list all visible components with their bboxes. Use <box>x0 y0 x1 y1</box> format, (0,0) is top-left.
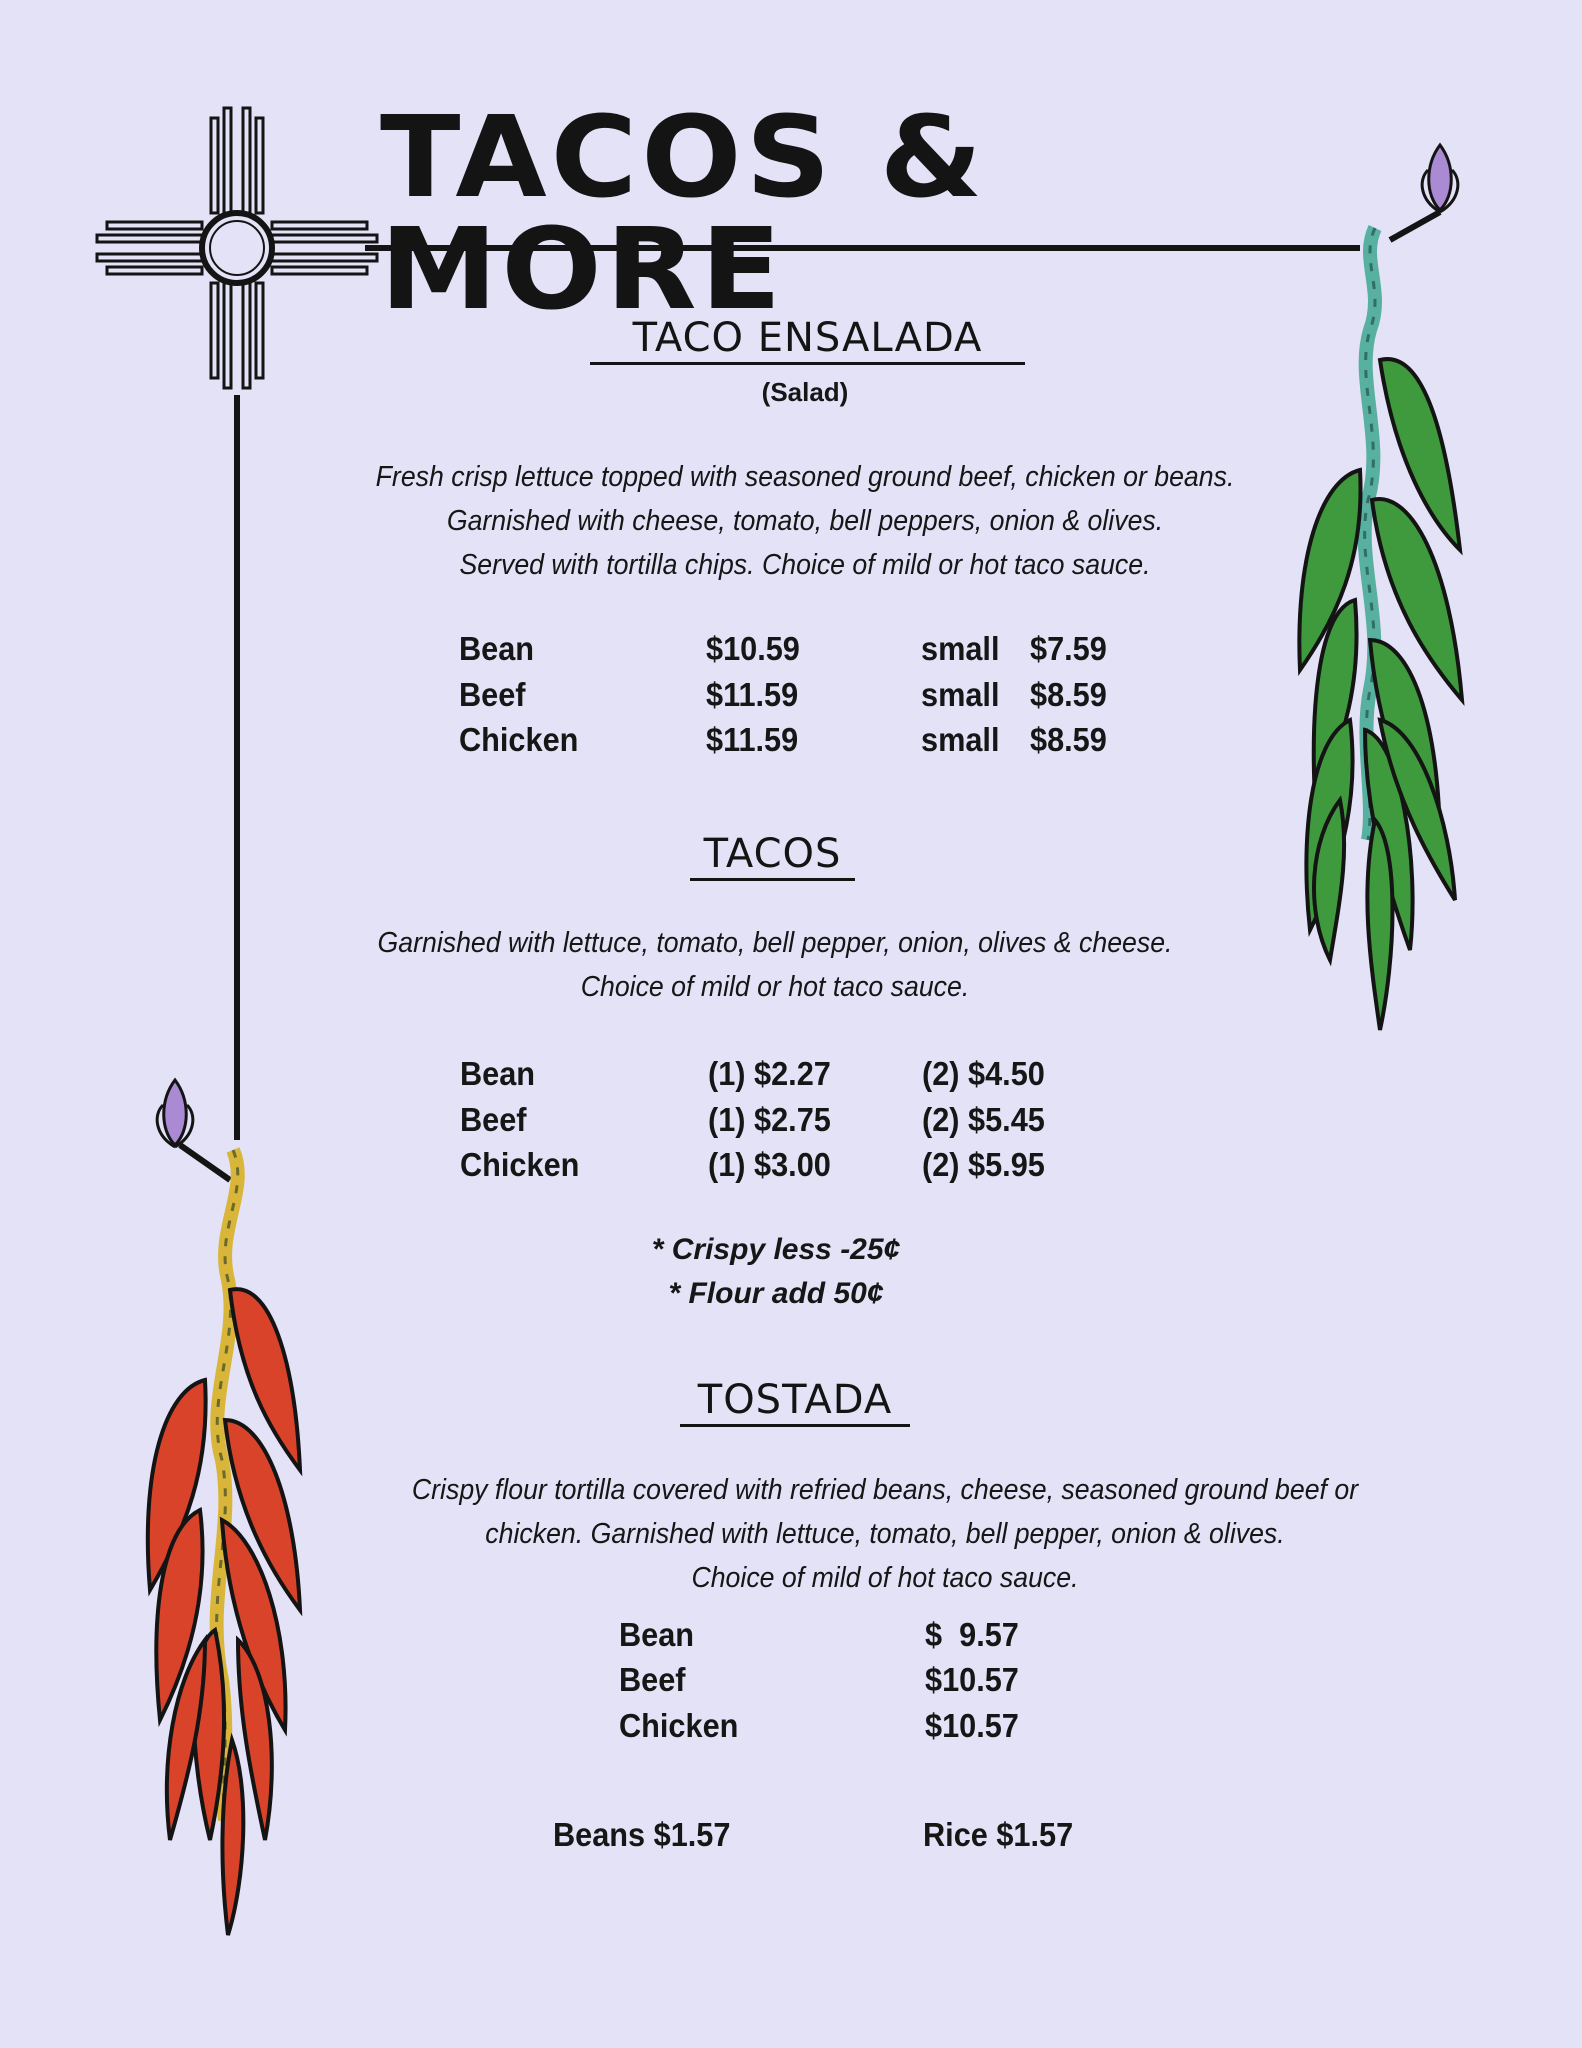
side-rice-price: Rice $1.57 <box>923 1816 1074 1853</box>
flower-icon-bottom-left <box>157 1080 230 1180</box>
menu-item-price: $10.57 <box>925 1661 1019 1698</box>
flour-note: * Flour add 50¢ <box>668 1277 884 1310</box>
tacos-description <box>246 921 1304 1009</box>
menu-item-name: Beef <box>619 1661 686 1698</box>
double-taco-price: (2) $4.50 <box>922 1055 1045 1092</box>
menu-item-name: Bean <box>460 1055 536 1092</box>
ensalada-subtitle: (Salad) <box>761 377 849 407</box>
crispy-note: * Crispy less -25¢ <box>651 1233 901 1266</box>
menu-item-name: Beef <box>460 1101 527 1138</box>
menu-item-price: $10.57 <box>925 1707 1019 1744</box>
side-beans-price: Beans $1.57 <box>553 1816 731 1853</box>
menu-item-name: Chicken <box>619 1707 739 1744</box>
section-heading-tostada: TOSTADA <box>680 1380 910 1427</box>
double-taco-price: (2) $5.45 <box>922 1101 1045 1138</box>
small-label: small <box>921 721 1000 758</box>
zia-sun-icon <box>97 108 377 388</box>
small-price: $8.59 <box>1030 721 1107 758</box>
menu-item-name: Bean <box>619 1616 695 1653</box>
ensalada-description <box>248 455 1361 587</box>
tostada-description <box>319 1468 1451 1600</box>
double-taco-price: (2) $5.95 <box>922 1146 1045 1183</box>
menu-item-name: Chicken <box>460 1146 580 1183</box>
taco-notes <box>576 1228 976 1316</box>
small-label: small <box>921 630 1000 667</box>
menu-item-name: Beef <box>459 676 526 713</box>
section-heading-ensalada: TACO ENSALADA <box>590 318 1025 365</box>
single-taco-price: (1) $2.27 <box>708 1055 831 1092</box>
menu-item-name: Bean <box>459 630 535 667</box>
single-taco-price: (1) $3.00 <box>708 1146 831 1183</box>
description-line: Crispy flour tortilla covered with refried beans, cheese, seasoned ground beef or <box>411 1474 1359 1506</box>
flower-icon-top-right <box>1390 145 1458 240</box>
menu-title: TACOS & MORE <box>380 91 987 335</box>
description-line: Garnished with cheese, tomato, bell peppers, onion & olives. <box>446 505 1164 537</box>
menu-item-price: $11.59 <box>706 721 799 758</box>
menu-item-name: Chicken <box>459 721 579 758</box>
menu-item-price: $11.59 <box>706 676 799 713</box>
description-line: Choice of mild of hot taco sauce. <box>691 1562 1079 1594</box>
small-price: $8.59 <box>1030 676 1107 713</box>
small-label: small <box>921 676 1000 713</box>
menu-item-price: $ 9.57 <box>925 1616 1019 1653</box>
small-price: $7.59 <box>1030 630 1107 667</box>
menu-item-price: $10.59 <box>706 630 800 667</box>
description-line: Choice of mild or hot taco sauce. <box>580 971 970 1003</box>
description-line: Garnished with lettuce, tomato, bell pepper, onion, olives & cheese. <box>377 927 1173 959</box>
section-heading-tacos: TACOS <box>690 834 855 881</box>
description-line: Served with tortilla chips. Choice of mild or hot taco sauce. <box>459 549 1151 581</box>
single-taco-price: (1) $2.75 <box>708 1101 831 1138</box>
description-line: Fresh crisp lettuce topped with seasoned ground beef, chicken or beans. <box>375 461 1235 493</box>
description-line: chicken. Garnished with lettuce, tomato, bell pepper, onion & olives. <box>485 1518 1285 1550</box>
